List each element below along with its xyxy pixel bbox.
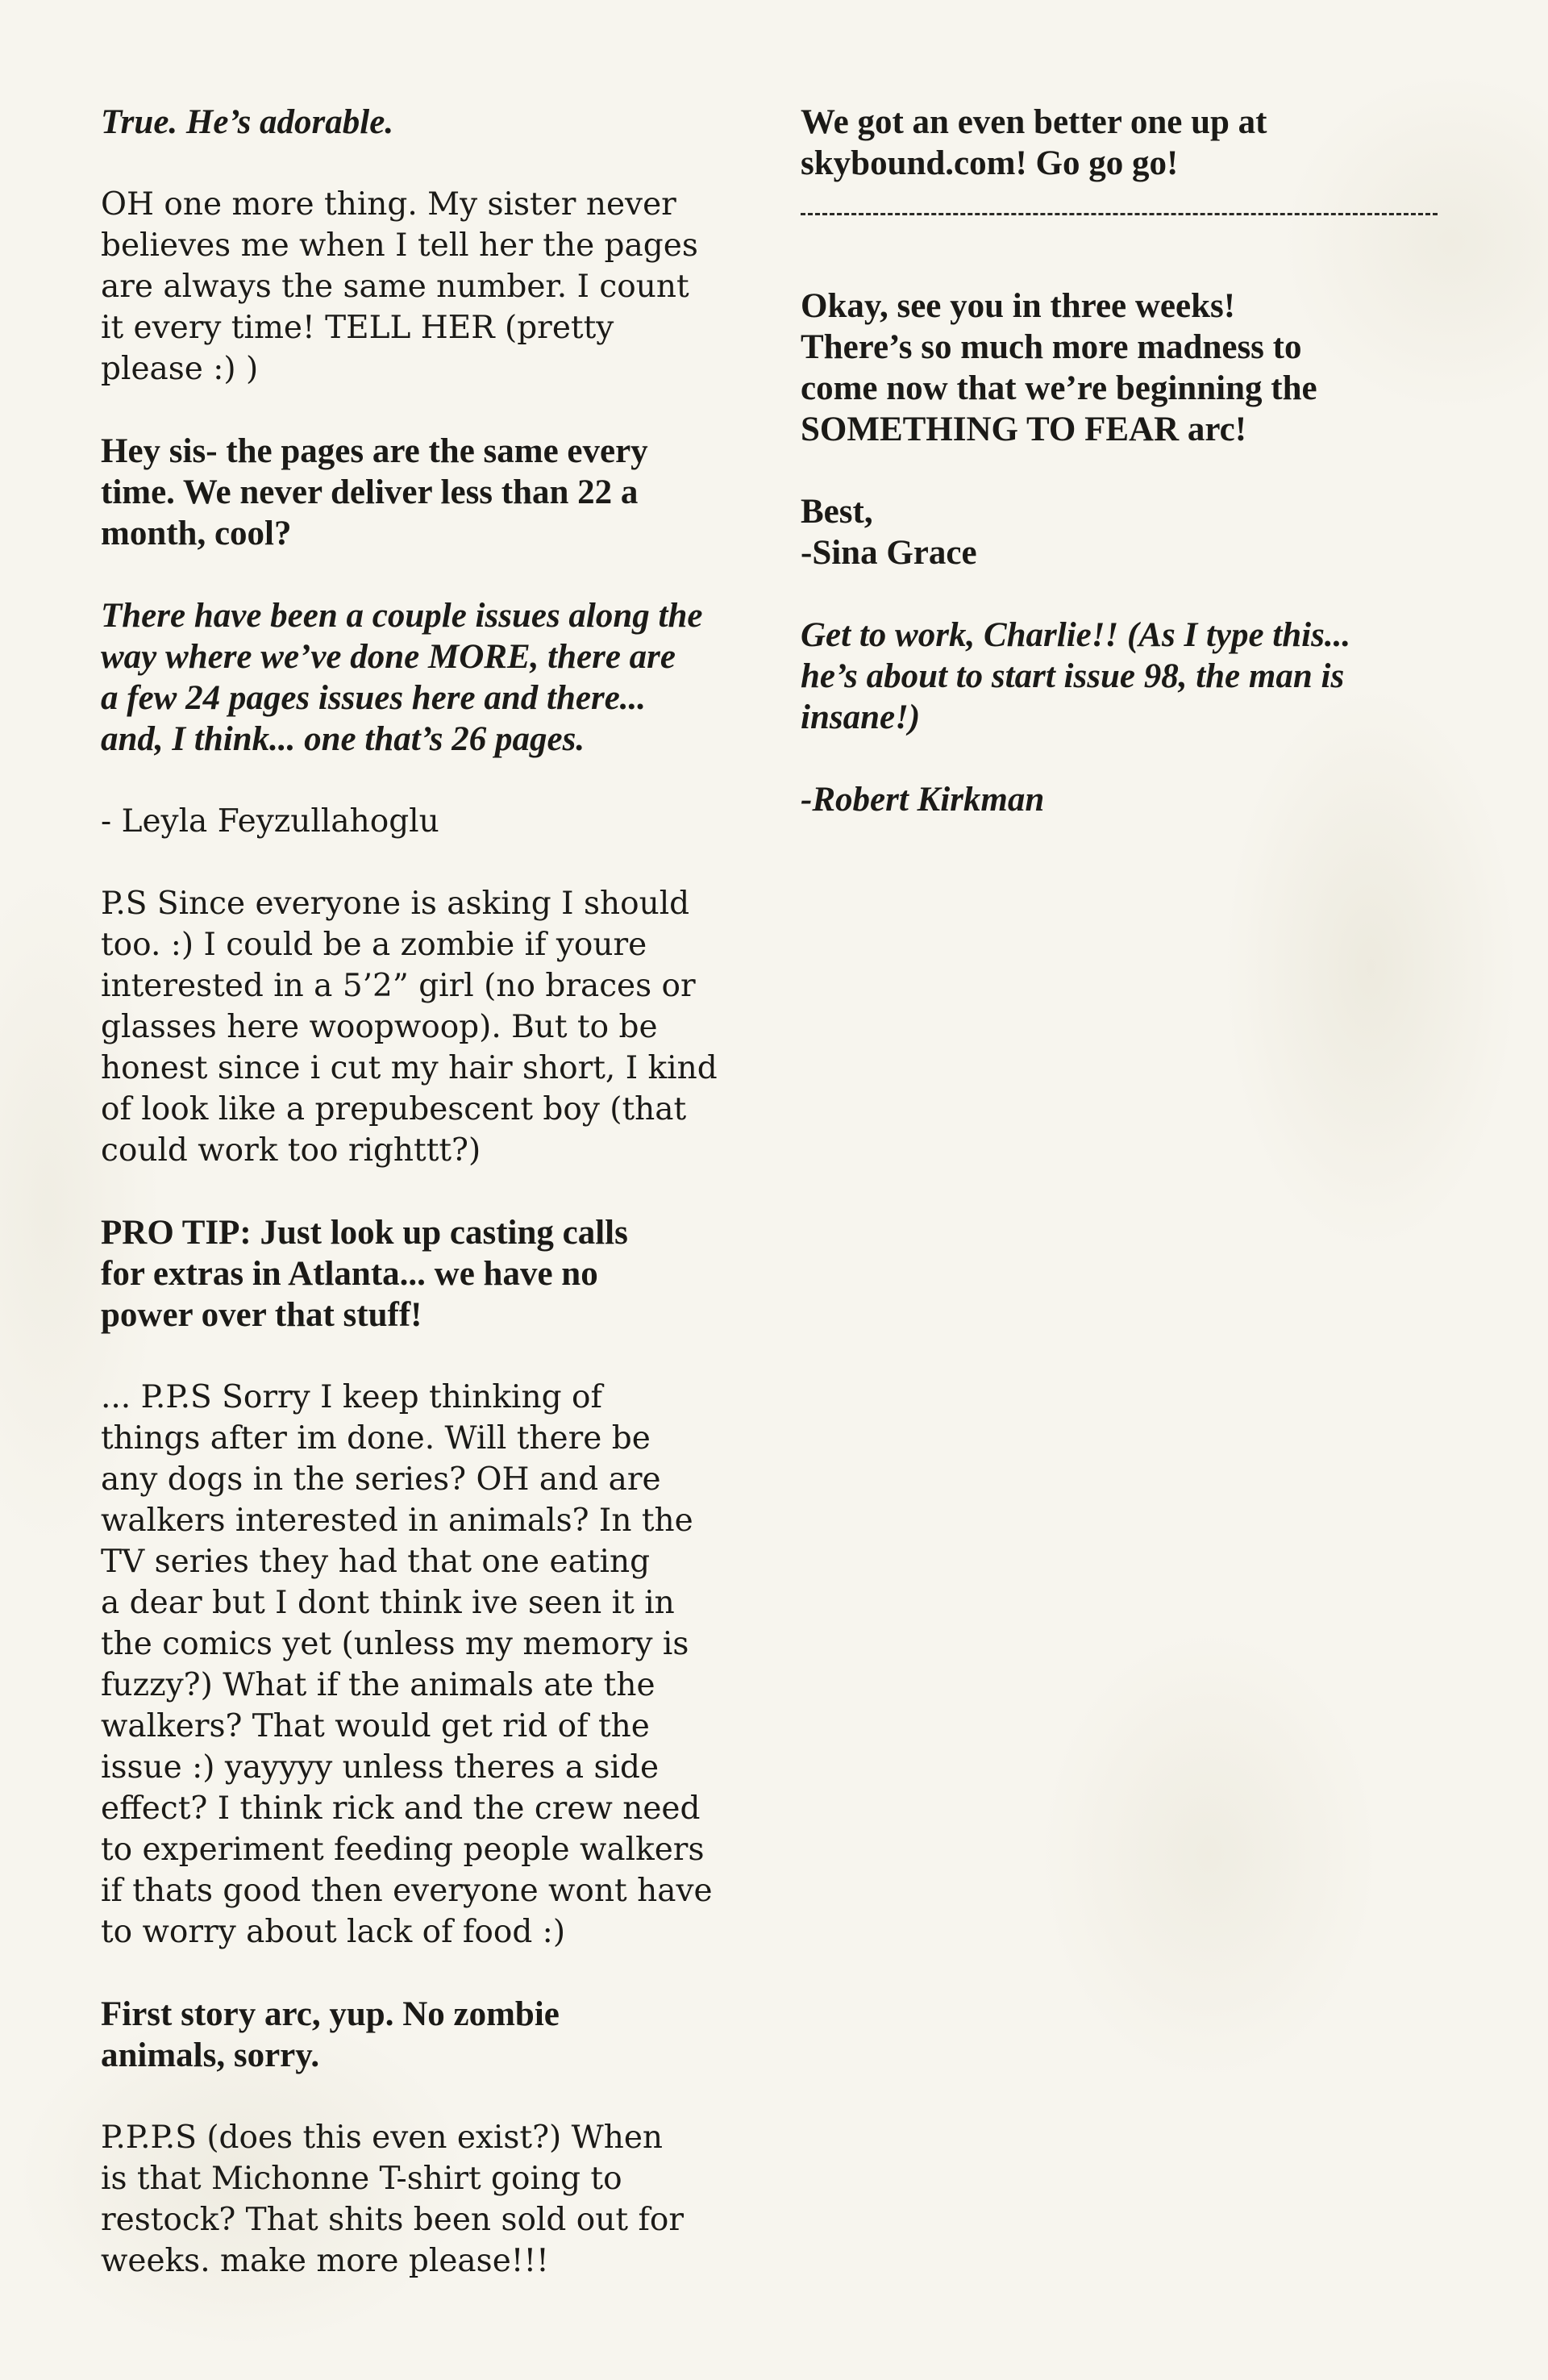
editor-reply-skybound: We got an even better one up at skybound.com! Go go go!	[801, 103, 1267, 182]
reader-letter-paragraph: ... P.P.S Sorry I keep thinking of things after im done. Will there be any dogs in the series? OH and are walkers interested in animals? In the TV series they had that one eating a dear but I dont think ive seen it in the comics yet (unless my memory is fuzzy?) What if the animals ate the walkers? That would get rid of the issue :) yayyyy unless theres a side effect? I think rick and the crew need to experiment feeding people walkers if thats good then everyone wont have to worry about lack of food :)	[101, 1379, 713, 1950]
reader-signature: - Leyla Feyzullahoglu	[101, 803, 439, 840]
reader-letter-paragraph: P.P.P.S (does this even exist?) When is that Michonne T-shirt going to restock? That shits been sold out for weeks. make more please!!!	[101, 2119, 685, 2279]
left-column	[101, 102, 762, 2323]
reader-letter-paragraph: OH one more thing. My sister never believes me when I tell her the pages are always the same number. I count it every time! TELL HER (pretty please :) )	[101, 186, 698, 387]
right-column	[801, 102, 1462, 861]
editor-signoff: Best, -Sina Grace	[801, 493, 977, 572]
kirkman-signature: -Robert Kirkman	[801, 781, 1045, 819]
editor-closing: Okay, see you in three weeks! There’s so much more madness to come now that we’re beginning the SOMETHING TO FEAR arc!	[801, 287, 1317, 448]
editor-reply: Hey sis- the pages are the same every time. We never deliver less than 22 a month, cool?	[101, 432, 648, 552]
editor-reply: First story arc, yup. No zombie animals, sorry.	[101, 1995, 560, 2074]
kirkman-reply: There have been a couple issues along the way where we’ve done MORE, there are a few 24 pages issues here and there... and, I think... one that’s 26 pages.	[101, 597, 703, 758]
editor-reply: PRO TIP: Just look up casting calls for extras in Atlanta... we have no power over that stuff!	[101, 1214, 628, 1334]
section-divider	[801, 213, 1438, 215]
kirkman-note: Get to work, Charlie!! (As I type this... he’s about to start issue 98, the man is insane!)	[801, 616, 1351, 736]
kirkman-reply: True. He’s adorable.	[101, 103, 394, 141]
reader-letter-paragraph: P.S Since everyone is asking I should too. :) I could be a zombie if youre interested in a 5’2” girl (no braces or glasses here woopwoop). But to be honest since i cut my hair short, I kind of look like a prepubescent boy (that could work too righttt?)	[101, 886, 718, 1169]
